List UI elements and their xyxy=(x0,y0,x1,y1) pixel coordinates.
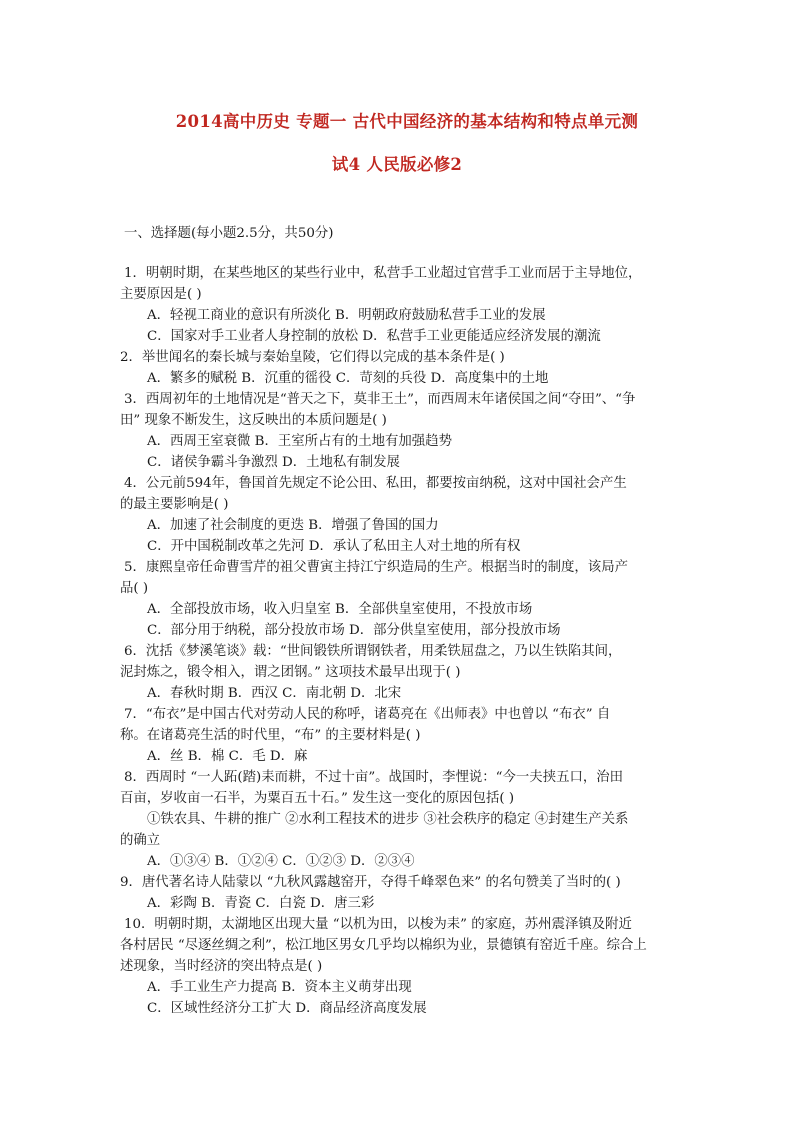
question-text: 3．西周初年的土地情况是“普天之下，莫非王土”，而西周末年诸侯国之间“夺田”、“争 xyxy=(124,392,636,407)
answer-option: A．西周王室衰微 B．王室所占有的土地有加强趋势 xyxy=(147,434,452,449)
answer-option: A．彩陶 B．青瓷 C．白瓷 D．唐三彩 xyxy=(147,896,375,911)
answer-option: C．诸侯争霸斗争激烈 D．土地私有制发展 xyxy=(147,455,400,470)
question-text: 2．举世闻名的秦长城与秦始皇陵，它们得以完成的基本条件是( ) xyxy=(120,350,505,365)
answer-option: C．部分用于纳税，部分投放市场 D．部分供皇室使用，部分投放市场 xyxy=(147,623,561,638)
question-text: 10．明朝时期，太湖地区出现大量 “以机为田，以梭为耒” 的家庭，苏州震泽镇及附近 xyxy=(124,917,632,932)
answer-option: C．区域性经济分工扩大 D．商品经济高度发展 xyxy=(147,1001,427,1016)
title-text: 试4 人民版必修2 xyxy=(331,155,463,174)
question-text: 主要原因是( ) xyxy=(120,287,202,302)
question-text: 称。在诸葛亮生活的时代里，“布” 的主要材料是( ) xyxy=(120,728,421,743)
question-text: 泥封炼之，锻令相入，谓之团钢。” 这项技术最早出现于( ) xyxy=(120,665,461,680)
answer-option: A．轻视工商业的意识有所淡化 B．明朝政府鼓励私营手工业的发展 xyxy=(147,308,546,323)
question-text: 各村居民 “尽逐丝绸之利”，松江地区男女几乎均以棉织为业，景德镇有窑近千座。综合上 xyxy=(120,938,647,953)
answer-option: C．国家对手工业者人身控制的放松 D．私营手工业更能适应经济发展的潮流 xyxy=(147,329,601,344)
answer-option: A．全部投放市场，收入归皇室 B．全部供皇室使用，不投放市场 xyxy=(147,602,533,617)
question-text: 8．西周时 “一人跖(踏)耒而耕，不过十亩”。战国时，李悝说：“今一夫挟五口，治田 xyxy=(124,770,624,785)
document-title-line-2 xyxy=(0,151,794,175)
document-title-line-1 xyxy=(0,108,794,132)
question-text: ①铁农具、牛耕的推广 ②水利工程技术的进步 ③社会秩序的稳定 ④封建生产关系 xyxy=(147,812,629,827)
question-text: 7．“布衣”是中国古代对劳动人民的称呼，诸葛亮在《出师表》中也曾以 “布衣” 自 xyxy=(124,707,611,722)
answer-option: A．手工业生产力提高 B．资本主义萌芽出现 xyxy=(147,980,412,995)
question-text: 5．康熙皇帝任命曹雪芹的祖父曹寅主持江宁织造局的生产。根据当时的制度，该局产 xyxy=(124,560,628,575)
question-text: 百亩，岁收亩一石半，为粟百五十石。” 发生这一变化的原因包括( ) xyxy=(120,791,515,806)
question-text: 的确立 xyxy=(120,833,161,848)
question-text: 6．沈括《梦溪笔谈》载：“世间锻铁所谓钢铁者，用柔铁屈盘之，乃以生铁陷其间， xyxy=(124,644,622,659)
question-text: 9．唐代著名诗人陆蒙以 “九秋风露越窑开，夺得千峰翠色来” 的名句赞美了当时的( ) xyxy=(120,875,621,890)
question-text: 的最主要影响是( ) xyxy=(120,497,229,512)
answer-option: A．①③④ B．①②④ C．①②③ D．②③④ xyxy=(147,854,415,869)
question-text: 4．公元前594年，鲁国首先规定不论公田、私田，都要按亩纳税，这对中国社会产生 xyxy=(124,476,627,491)
answer-option: A．加速了社会制度的更迭 B．增强了鲁国的国力 xyxy=(147,518,439,533)
question-text: 品( ) xyxy=(120,581,149,596)
answer-option: A．繁多的赋税 B．沉重的徭役 C．苛刻的兵役 D．高度集中的土地 xyxy=(147,371,549,386)
section-header: 一、选择题(每小题2.5分，共50分) xyxy=(124,226,334,241)
title-text: 2014高中历史 专题一 古代中国经济的基本结构和特点单元测 xyxy=(175,112,639,131)
question-text: 述现象，当时经济的突出特点是( ) xyxy=(120,959,323,974)
question-text: 1．明朝时期，在某些地区的某些行业中，私营手工业超过官营手工业而居于主导地位， xyxy=(124,266,642,281)
question-text: 田” 现象不断发生，这反映出的本质问题是( ) xyxy=(120,413,387,428)
answer-option: A．丝 B．棉 C．毛 D．麻 xyxy=(147,749,308,764)
answer-option: C．开中国税制改革之先河 D．承认了私田主人对土地的所有权 xyxy=(147,539,521,554)
answer-option: A．春秋时期 B．西汉 C．南北朝 D．北宋 xyxy=(147,686,402,701)
